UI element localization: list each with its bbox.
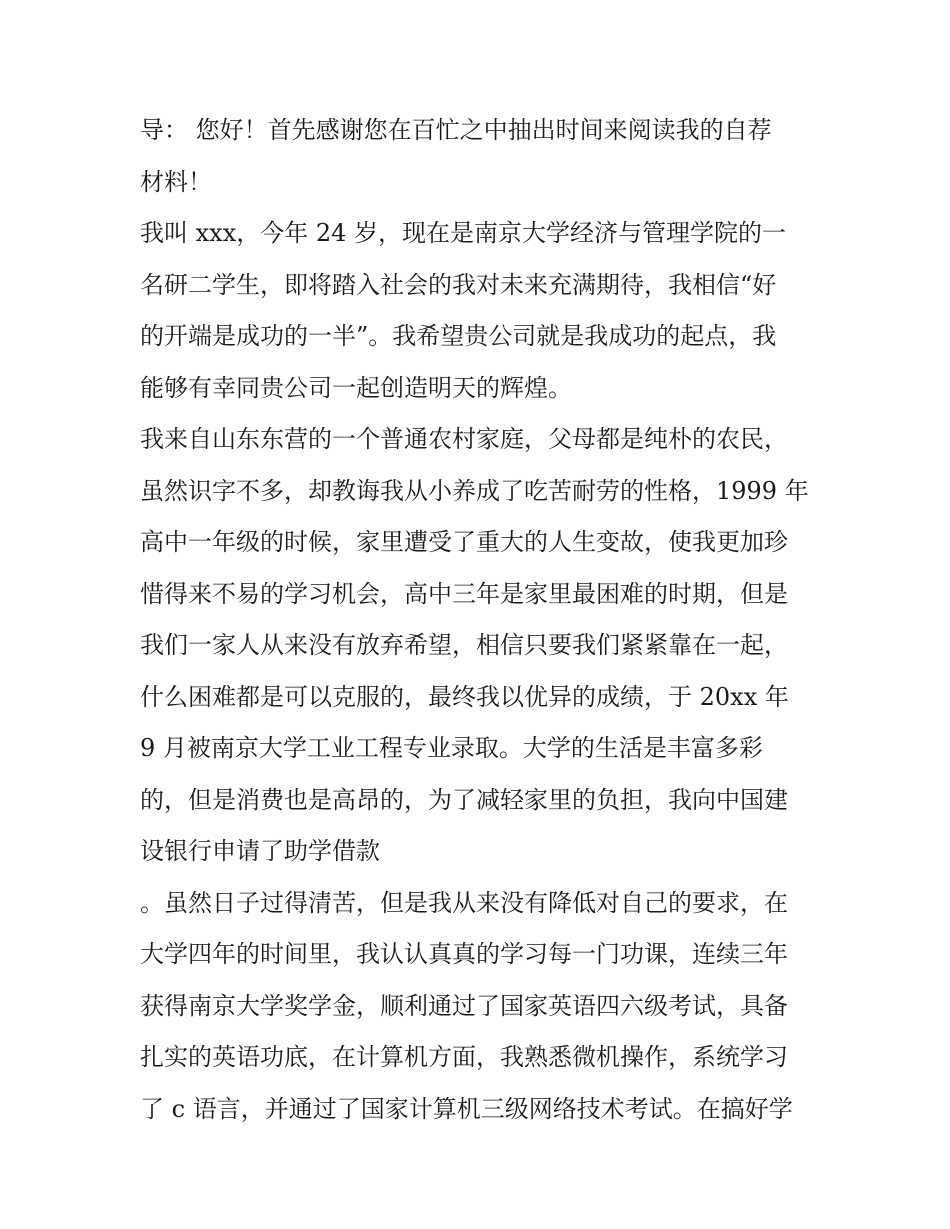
text-line: 能够有幸同贵公司一起创造明天的辉煌。 — [140, 373, 572, 402]
text-line: 设银行申请了助学借款 — [140, 837, 380, 865]
text-line: 。虽然日子过得清苦，但是我从来没有降低对自己的要求，在 — [140, 888, 788, 917]
text-line: 我来自山东东营的一个普通农村家庭，父母都是纯朴的农民， — [140, 425, 788, 453]
text-line: 获得南京大学奖学金，顺利通过了国家英语四六级考试，具备 — [140, 991, 788, 1020]
text-line: 名研二学生，即将踏入社会的我对未来充满期待，我相信“好 — [140, 270, 777, 299]
text-line: 了 c 语言，并通过了国家计算机三级网络技术考试。在搞好学 — [140, 1094, 793, 1123]
text-line: 高中一年级的时候，家里遭受了重大的人生变故，使我更加珍 — [140, 528, 788, 556]
text-line: 9 月被南京大学工业工程专业录取。大学的生活是丰富多彩 — [140, 734, 763, 762]
text-line: 我们一家人从来没有放弃希望，相信只要我们紧紧靠在一起， — [140, 631, 788, 659]
text-line: 材料！ — [140, 167, 212, 196]
text-line: 惜得来不易的学习机会，高中三年是家里最困难的时期，但是 — [140, 579, 788, 608]
text-line: 虽然识字不多，却教诲我从小养成了吃苦耐劳的性格，1999 年 — [140, 476, 809, 505]
body-text — [140, 105, 820, 1135]
text-line: 的开端是成功的一半”。我希望贵公司就是我成功的起点，我 — [140, 322, 777, 350]
text-line: 我叫 xxx，今年 24 岁，现在是南京大学经济与管理学院的一 — [140, 219, 787, 247]
text-line: 大学四年的时间里，我认认真真的学习每一门功课，连续三年 — [140, 940, 788, 968]
text-line: 什么困难都是可以克服的，最终我以优异的成绩，于 20xx 年 — [140, 682, 789, 711]
text-line: 导： 您好！首先感谢您在百忙之中抽出时间来阅读我的自荐 — [140, 116, 772, 144]
text-line: 扎实的英语功底，在计算机方面，我熟悉微机操作，系统学习 — [140, 1043, 788, 1071]
text-line: 的，但是消费也是高昂的，为了减轻家里的负担，我向中国建 — [140, 785, 788, 814]
